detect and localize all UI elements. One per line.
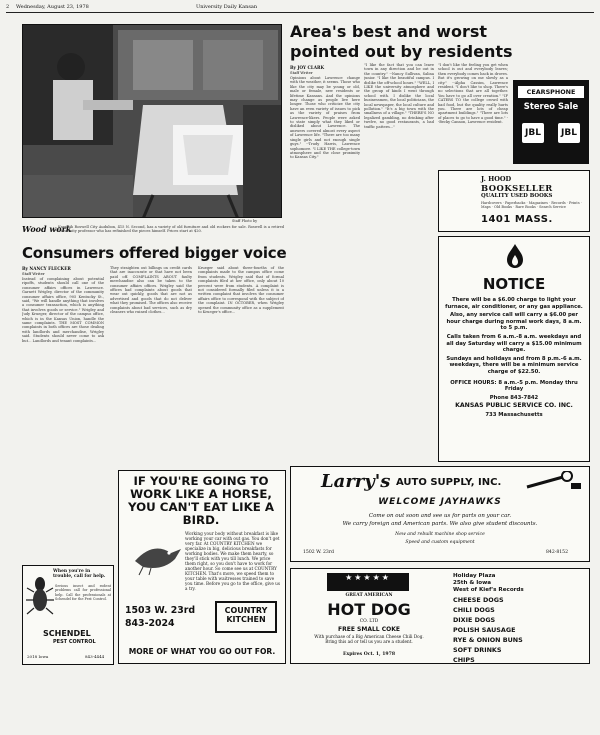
menu-item: DIXIE DOGS (453, 616, 496, 624)
hotdog-expires: Expires Oct. 1, 1978 (342, 652, 396, 657)
kitchen-logo-line-2: KITCHEN (226, 615, 266, 624)
bookseller-title: BOOKSELLER (481, 183, 553, 193)
hotdog-sub: CO. LTD (359, 619, 379, 624)
notice-office-hours: OFFICE HOURS: 8 a.m.-5 p.m. Monday thru Friday (450, 379, 578, 393)
jbl-logo-right: JBL (558, 123, 580, 143)
menu-item: CHILI DOGS (453, 606, 495, 614)
pest-body: Serious insect and rodent problems call for professional help. Call the professionals at Schendel for the Pest Control. (55, 584, 111, 602)
schendel-pest-ad (22, 565, 114, 665)
bookseller-address: 1401 MASS. (481, 214, 553, 225)
photo-caption: Kenneth Roswell City Audubon, 415 N. Second, has a variety of old furniture and old rockers for sale. Roswell is a retired University professor who has refinished the pieces himself. Prices start at $20. (58, 225, 284, 234)
masthead-date: Wednesday, August 23, 1978 (16, 4, 89, 10)
hotdog-free: FREE SMALL COKE (338, 626, 400, 633)
photo-caption-title: Wood work (22, 224, 72, 234)
news-photo (22, 24, 282, 218)
larrys-line-4: Speed and custom equipment (405, 540, 475, 545)
notice-paragraph-2: Also, any service call will carry a $6.00 per hour charge during normal work days, 8 a.m. to 5 p.m. (446, 312, 582, 332)
notice-paragraph-3: Calls taken from 6 a.m.-8 a.m. weekdays and all day Saturday will carry a $15.00 minimum charge. (446, 333, 582, 354)
hotdog-location-3: West of Kief's Records (453, 587, 524, 593)
jbl-logo-left: JBL (522, 123, 544, 143)
hotdog-stars-banner (327, 573, 409, 591)
wrench-icon (523, 471, 583, 493)
menu-item: RYE & ONION BUNS (453, 636, 523, 644)
residents-headline-line1: Area's best and worst (290, 22, 488, 41)
bird-icon (123, 531, 185, 577)
residents-column-2: "I like the fact that you can leave town in any direction and be out in the country." --Nancy Sullivan, Salina junior. "I like the beautiful campus. I dislike the off-school hours." "WELL, I LIKE the university atmosphere and the group of kinds I went through school with. I dislike the local businessmen, the local politicians, the local newspaper, the local culture and pollution." "It's a big town with the smallness of a village." "THERE'S NO legalized gambling, no drinking after twelve, no good restaurants, a bad traffic pattern..." (364, 63, 434, 129)
kitchen-address: 1503 W. 23rd (125, 605, 196, 616)
hotdog-location: Holiday Plaza (453, 573, 496, 579)
photo-credit: Staff Photo by (232, 219, 258, 223)
consumers-column-3: Krueger said about three-fourths of the complaints made to the campus office come from students. Wrigley said that of formal complaints filed at her office, only about 10 percent were from students. A complaint is not considered formally filed unless it is a written complaint that involves the consumer affairs office to correspond with the subject of the complaint. IN OCTOBER, when Wrigley opened the community office as a supplement to Krueger's office... (198, 266, 284, 315)
kitchen-headline: IF YOU'RE GOING TO WORK LIKE A HORSE, YOU CAN'T EAT LIKE A BIRD. (127, 474, 275, 527)
menu-item: CHIPS (453, 656, 475, 664)
notice-paragraph-1: There will be a $6.00 charge to light your furnace, air conditioner, or any gas appliance. (445, 297, 583, 310)
gas-flame-icon (505, 243, 525, 269)
notice-body (445, 297, 583, 421)
larrys-address: 1502 W. 23rd (303, 550, 334, 555)
page-number: 2 (6, 4, 10, 10)
photo-illustration (23, 25, 282, 218)
consumers-column-1: Instead of complaining about potential ripoffs, students should call one of the consumer affairs offices in Lawrence. Garnett Wrigley, director of the community consumer affairs office, 905 Kentucky St., said, "We will handle anything that involves a consumer transaction, which is anything that involves goods or service." Wrigley and Judy Krueger, director of the campus office, which is in the Kansas Union, handle the same complaints. THE MOST COMMON complaints in both offices are those dealing with landlords and merchandise, Wrigley said. Students should never come to ask but... Landlords and tenant complaints... (22, 277, 104, 343)
hot-dog-ad (290, 568, 590, 664)
notice-paragraph-4: Sundays and holidays and from 8 p.m.-6 a.m. weekdays, there will be a minimum service charge of $22.50. (446, 355, 582, 375)
residents-byline: By JOY CLARK (290, 65, 325, 70)
larrys-line-3: New and rebuilt machine shop service (395, 532, 485, 537)
larrys-phone: 842-8152 (546, 550, 569, 555)
masthead-paper: University Daily Kansan (196, 4, 258, 10)
pest-headline: When you're in trouble, call for help. (53, 569, 106, 579)
masthead (6, 3, 594, 13)
notice-ad (438, 236, 590, 462)
searsphone-ad (513, 80, 589, 164)
notice-phone: Phone 843-7842 (489, 394, 539, 401)
insect-icon (26, 570, 54, 622)
residents-headline-line2: pointed out by residents (290, 42, 513, 61)
consumers-headline: Consumers offered bigger voice (22, 244, 287, 262)
kitchen-phone: 843-2024 (125, 618, 175, 629)
searsphone-tagline: Stereo Sale (523, 101, 579, 111)
residents-column-3: "I don't like the feeling you get when school is out and everybody leaves; then everybody comes back in droves. But it's growing on me slowly as a city." --Alpha Cassim, Lawrence resident. "I don't like to shop. There's no selections that are all together. You have to go all over creation." "IF CATERS TO the college crowd with bad food, but the quality really hurts you. There are lots of cheap apartment buildings." "There are lots of places to go to have a good time." --Becky Cannon, Lawrence resident. (438, 63, 508, 125)
larrys-welcome: WELCOME JAYHAWKS (378, 497, 502, 507)
kitchen-logo-line-1: COUNTRY (224, 606, 268, 615)
pest-sub: PEST CONTROL (53, 639, 96, 645)
pest-address: 2018 Iowa (27, 654, 49, 659)
bookseller-details: Hardcovers · Paperbacks · Magazines · Records · Prints · Maps · Old Books · Rare Books · Search Service (481, 201, 582, 210)
menu-item: POLISH SAUSAGE (453, 626, 516, 634)
kitchen-body: Working your body without breakfast is like working your car with out gas. You don't get very far. At COUNTRY KITCHEN we specialize in big, delicious breakfasts for working bodies. We make them hearty, so they'll stick with you till lunch. We price them right, so you don't have to work for another hour. So come see us at COUNTRY KITCHEN. That's more, we speed them to your table with waitresses trained to save you time. Before you go to the office, give us a try. (185, 531, 281, 591)
larrys-line-1: Come on out soon and see us for parts on your car. (368, 513, 512, 519)
menu-item: SOFT DRINKS (453, 646, 502, 654)
kitchen-tagline: MORE OF WHAT YOU GO OUT FOR. (128, 647, 276, 656)
hotdog-title: HOT DOG (327, 600, 411, 619)
larrys-line-2: We carry foreign and American parts. We also give student discounts. (342, 521, 538, 527)
notice-title: NOTICE (482, 275, 546, 293)
consumers-column-2: They straighten out billings on credit cards that are inaccurate or that have not been paid off. COMPLAINTS ABOUT faulty merchandise also can be taken to the consumer affairs offices. Wrigley said the offices had complaints about goods that wear out quickly, goods that are not as advertised and goods that do not deliver what they promised. The offices also receive complaints about bad services, such as dry cleaners who ruined clothes... (110, 266, 192, 315)
country-kitchen-ad (118, 470, 286, 664)
country-kitchen-logo (215, 601, 277, 633)
hotdog-brand-small: GREAT AMERICAN (345, 593, 393, 598)
menu-item: CHEESE DOGS (453, 596, 504, 604)
larrys-name: Larry's (321, 471, 391, 492)
pest-phone: 843-4444 (85, 654, 105, 659)
bookseller-name: J. HOOD (481, 175, 512, 183)
notice-address: 733 Massachusetts (485, 411, 543, 418)
pest-brand: SCHENDEL (43, 629, 91, 638)
hotdog-menu (453, 595, 523, 664)
residents-byline-role: Staff Writer (290, 70, 313, 75)
hotdog-location-2: 25th & Iowa (453, 580, 492, 586)
consumers-byline-role: Staff Writer (22, 271, 45, 276)
residents-column-1: Opinions about Lawrence change with the weather, it seems. Those who like the city may be young or old, male or female, new residents or lifetime Kansans. And the opinions may change as people live here longer. Those who criticize the city have an even variety of issues to pick as the variety of praises from Lawrence-likers. People were asked to state simply what they liked or disliked about Lawrence. The answers covered almost every aspect of Lawrence life. "There are too many single girls and not enough single guys." --Trudy Harris, Lawrence sophomore. "I LIKE THE college-town atmosphere and the close proximity to Kansas City." (290, 76, 360, 160)
hotdog-offer: With purchase of a Big American Cheese Chili Dog. Bring this ad or tell us you are a student. (314, 634, 424, 644)
larrys-auto-ad (290, 466, 590, 562)
bookseller-ad (438, 170, 590, 232)
larrys-name-rest: AUTO SUPPLY, INC. (396, 477, 502, 488)
notice-company: KANSAS PUBLIC SERVICE CO. INC. (455, 402, 573, 410)
searsphone-brand: CEARSPHONE (518, 86, 584, 98)
stars-icon: ★★★★★ (345, 573, 391, 582)
consumers-byline: By NANCY FLECKER (22, 266, 71, 271)
bookseller-subtitle: QUALITY USED BOOKS (481, 193, 553, 199)
